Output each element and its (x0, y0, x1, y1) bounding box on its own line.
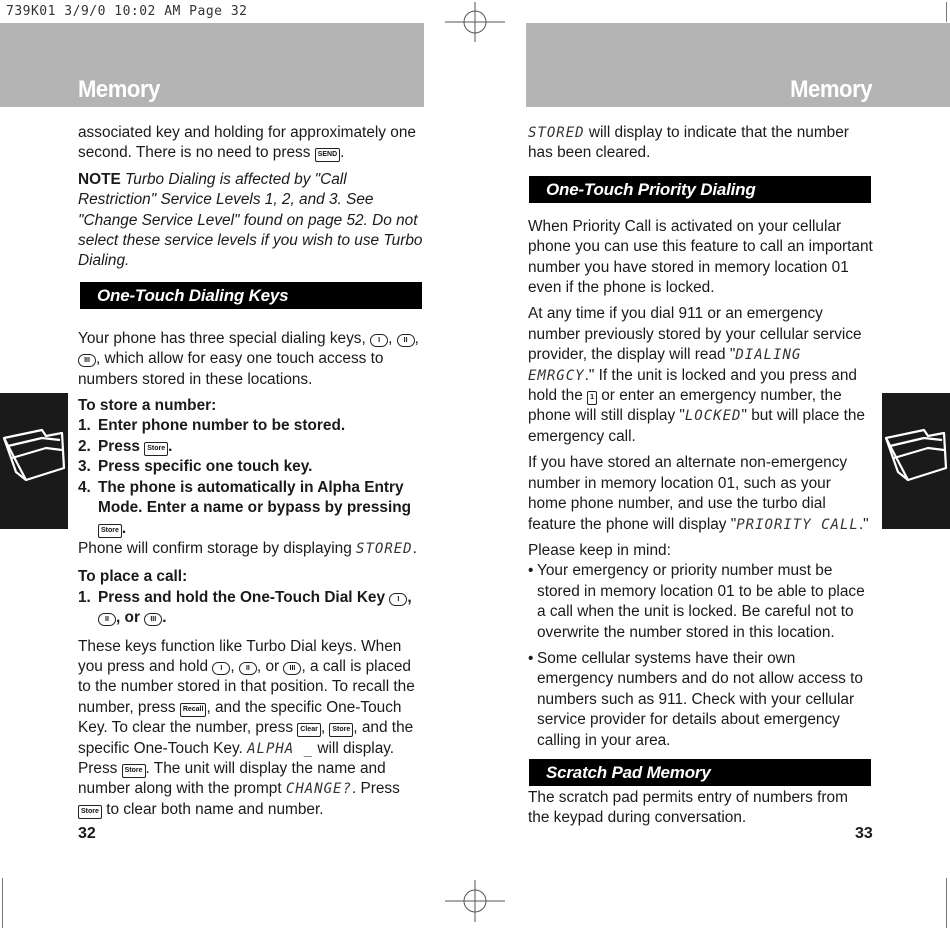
paragraph: The scratch pad permits entry of numbers from the keypad during conversation. (528, 788, 848, 827)
right-page-header (526, 23, 950, 107)
paragraph: At any time if you dial 911 or an emergency number previously stored by your cellular service provider, the display will read "DIALING EMRGCY." If the unit is locked and you press and hold the 1 or enter an emergency number, the phone will still display "LOCKED" but will place the emergency call. (528, 305, 865, 445)
note-label: NOTE (78, 170, 121, 188)
lcd-text: PRIORITY CALL (736, 516, 859, 533)
place-heading: To place a call: (78, 568, 188, 586)
store-key-icon: Store (98, 524, 122, 538)
one-touch-key-2-icon: II (239, 662, 257, 675)
section-title-one-touch-dialing-keys: One-Touch Dialing Keys (80, 282, 422, 309)
registration-mark-top (445, 2, 505, 42)
lcd-text: DIALING EMRGCY (528, 347, 802, 384)
folder-icon (2, 428, 66, 488)
paragraph: When Priority Call is activated on your cellular phone you can use this feature to call an important number you have stored in memory location 01 even if the phone is locked. (528, 217, 873, 297)
recall-key-icon: Recall (180, 703, 207, 717)
send-key-icon: SEND (315, 148, 340, 162)
list-item: 2. Press Store . (78, 437, 173, 455)
list-item: 4. The phone is automatically in Alpha Entry Mode. Enter a name or bypass by pressing Store . (78, 478, 412, 537)
store-key-icon: Store (78, 805, 102, 819)
store-key-icon: Store (122, 764, 146, 778)
note-text: Turbo Dialing is affected by "Call Restriction" Service Levels 1, 2, and 3. See "Change Service Level" found on page 52. Do not select these service levels if you wish to use Turbo Dialing. (78, 170, 423, 270)
crop-mark (946, 2, 947, 22)
paragraph: STORED will display to indicate that the number has been cleared. (528, 124, 849, 162)
page-number-right: 33 (855, 825, 873, 842)
paragraph: If you have stored an alternate non-emergency number in memory location 01, such as your home phone number, and use the turbo dial feature the phone will display "PRIORITY CALL." (528, 454, 869, 533)
list-item: 1. Press and hold the One-Touch Dial Key I , II , or III . (78, 588, 412, 627)
one-touch-key-2-icon: II (98, 613, 116, 626)
paragraph: These keys function like Turbo Dial keys. When you press and hold I , II , or III , a call is placed to the number stored in that position. To recall the number, press Recall , and the specific One-Touch Key. To clear the number, press Clear , Store , and the specific One-Touch Key. ALPHA _ will display. Press Store . The unit will display the name and number along with the prompt CHANGE?. Press Store to clear both name and number. (78, 637, 415, 818)
paragraph: Your phone has three special dialing keys, I , II , III , which allow for easy one touch access to numbers stored in these locations. (78, 329, 419, 388)
one-touch-key-3-icon: III (144, 613, 162, 626)
one-touch-key-3-icon: III (283, 662, 301, 675)
lcd-text: STORED (356, 540, 413, 557)
crop-mark (946, 878, 947, 928)
right-chapter-tab (882, 393, 950, 529)
store-steps (78, 416, 423, 538)
paragraph: associated key and holding for approximately one second. There is no need to press SEND . (78, 124, 416, 162)
one-touch-key-1-icon: I (370, 334, 388, 347)
print-slug: 739K01 3/9/0 10:02 AM Page 32 (6, 4, 248, 19)
lcd-text: LOCKED (684, 408, 742, 425)
one-touch-key-1-icon: I (212, 662, 230, 675)
store-heading: To store a number: (78, 397, 217, 415)
section-title-one-touch-priority-dialing: One-Touch Priority Dialing (529, 176, 871, 203)
left-chapter-tab (0, 393, 68, 529)
right-page-body (528, 123, 873, 835)
list-item: 3. Press specific one touch key. (78, 458, 313, 476)
registration-mark-bottom (445, 880, 505, 922)
crop-mark (2, 878, 3, 928)
store-key-icon: Store (329, 723, 353, 737)
store-key-icon: Store (144, 442, 168, 456)
left-page-body (78, 123, 423, 826)
page-number-left: 32 (78, 825, 96, 842)
one-touch-key-2-icon: II (397, 334, 415, 347)
list-item: • Some cellular systems have their own emergency numbers and do not allow access to numbers such as 911. Check with your cellular service provider for details about emergency calling in your area. (528, 649, 863, 749)
one-touch-key-3-icon: III (78, 354, 96, 367)
clear-key-icon: Clear (297, 723, 321, 737)
one-touch-key-1-icon: I (389, 593, 407, 606)
list-item: 1. Enter phone number to be stored. (78, 417, 346, 435)
folder-icon (884, 428, 948, 488)
note-paragraph (78, 170, 423, 272)
keep-in-mind-label: Please keep in mind: (528, 541, 671, 559)
key-1-icon: 1 (587, 391, 597, 405)
lcd-text: ALPHA _ (247, 740, 314, 757)
lcd-text: STORED (528, 125, 585, 141)
lcd-text: CHANGE? (285, 781, 352, 798)
left-page-title: Memory (78, 76, 160, 103)
section-title-scratch-pad-memory: Scratch Pad Memory (529, 759, 871, 786)
left-page-header (0, 23, 424, 107)
right-page-title: Memory (790, 76, 872, 103)
list-item: • Your emergency or priority number must be stored in memory location 01 to be able to place a call when the unit is locked. Be careful not to overwrite the number stored in this location. (528, 562, 865, 641)
paragraph: Phone will confirm storage by displaying STORED. (78, 539, 417, 557)
